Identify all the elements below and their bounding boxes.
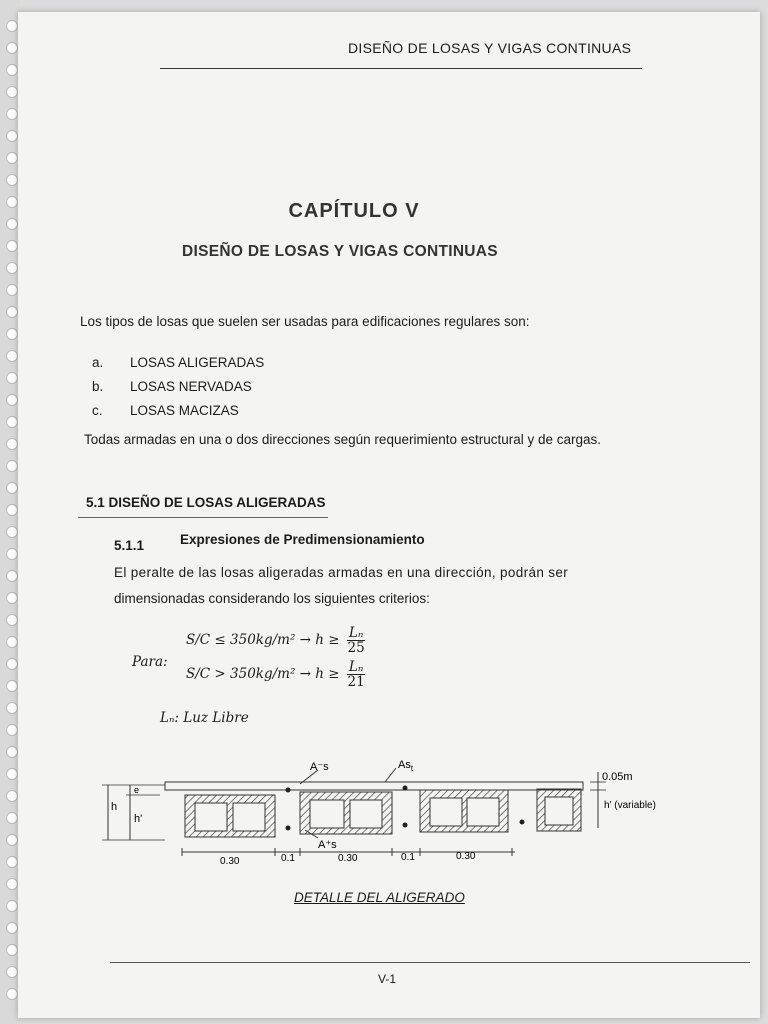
list-letter: a. bbox=[92, 355, 104, 370]
h-label: h bbox=[111, 801, 118, 813]
chapter-title-text: CAPÍTULO V bbox=[288, 200, 420, 222]
chapter-subtitle: DISEÑO DE LOSAS Y VIGAS CONTINUAS bbox=[182, 243, 498, 260]
formula-row-1 bbox=[186, 626, 365, 655]
fraction-1-num: Lₙ bbox=[348, 625, 364, 641]
e-label: e bbox=[134, 785, 140, 795]
chapter-title bbox=[0, 200, 768, 223]
formula-row-2 bbox=[186, 660, 365, 689]
binding-hole bbox=[6, 240, 18, 252]
binding-hole bbox=[6, 614, 18, 626]
fraction-2-num: Lₙ bbox=[348, 659, 364, 675]
running-header: DISEÑO DE LOSAS Y VIGAS CONTINUAS bbox=[348, 40, 632, 56]
binding-hole bbox=[6, 372, 18, 384]
binding-hole bbox=[6, 922, 18, 934]
binding-hole bbox=[6, 262, 18, 274]
dim-label: 0.30 bbox=[456, 851, 476, 862]
list-item bbox=[92, 355, 264, 379]
fraction-1-den: 25 bbox=[347, 640, 365, 656]
subsection-number: 5.1.1 bbox=[114, 538, 145, 553]
list-letter: b. bbox=[92, 379, 104, 394]
binding-hole bbox=[6, 504, 18, 516]
luz-libre-definition: Lₙ: Luz Libre bbox=[160, 710, 249, 726]
dim-label: 0.1 bbox=[281, 853, 295, 864]
h-prime-note: h' (variable) bbox=[604, 800, 656, 811]
dim-label: 0.30 bbox=[220, 856, 240, 867]
page-number: V-1 bbox=[378, 972, 397, 986]
rebar-bottom bbox=[286, 826, 291, 831]
criteria-line-1: El peralte de las losas aligeradas armadas en una dirección, podrán ser bbox=[114, 565, 569, 580]
binding-hole bbox=[6, 900, 18, 912]
binding-hole bbox=[6, 592, 18, 604]
binding-hole bbox=[6, 394, 18, 406]
binding-hole bbox=[6, 416, 18, 428]
rebar-top bbox=[286, 788, 291, 793]
list-label: LOSAS ALIGERADAS bbox=[130, 355, 265, 370]
binding-hole bbox=[6, 680, 18, 692]
aligerado-section-diagram bbox=[0, 740, 768, 880]
dim-label: 0.1 bbox=[401, 852, 415, 863]
fraction-2-den: 21 bbox=[347, 674, 365, 690]
binding-hole bbox=[6, 966, 18, 978]
rebar-bottom bbox=[520, 820, 525, 825]
formula-row-1-text: S/C ≤ 350kg/m² → h ≥ bbox=[186, 632, 340, 648]
fraction-1 bbox=[347, 626, 365, 655]
binding-hole bbox=[6, 130, 18, 142]
binding-hole bbox=[6, 174, 18, 186]
list-label: LOSAS NERVADAS bbox=[130, 379, 252, 394]
dim-label: 0.30 bbox=[338, 853, 358, 864]
slab-types-list bbox=[92, 355, 264, 427]
formula-para-label: Para: bbox=[132, 654, 168, 670]
binding-hole bbox=[6, 86, 18, 98]
note-paragraph: Todas armadas en una o dos direcciones según requerimiento estructural y de cargas. bbox=[84, 432, 602, 447]
header-rule bbox=[160, 68, 642, 69]
section-rule bbox=[78, 517, 328, 518]
binding-hole bbox=[6, 64, 18, 76]
binding-hole bbox=[6, 306, 18, 318]
binding-hole bbox=[6, 570, 18, 582]
binding-hole bbox=[6, 988, 18, 1000]
fraction-2 bbox=[347, 660, 365, 689]
brick-block bbox=[185, 795, 275, 837]
binding-hole bbox=[6, 636, 18, 648]
top-slab bbox=[165, 782, 583, 790]
binding-hole bbox=[6, 42, 18, 54]
rebar-top bbox=[403, 786, 408, 791]
binding-hole bbox=[6, 658, 18, 670]
list-letter: c. bbox=[92, 403, 103, 418]
binding-hole bbox=[6, 350, 18, 362]
binding-hole bbox=[6, 438, 18, 450]
binding-hole bbox=[6, 482, 18, 494]
brick-block bbox=[300, 792, 392, 834]
binding-hole bbox=[6, 460, 18, 472]
as-plus-label: A⁺s bbox=[318, 839, 337, 851]
brick-block bbox=[537, 789, 581, 831]
leader-line bbox=[385, 768, 396, 782]
binding-hole bbox=[6, 152, 18, 164]
criteria-line-2: dimensionadas considerando los siguientes criterios: bbox=[114, 591, 430, 606]
binding-hole bbox=[6, 526, 18, 538]
footer-rule bbox=[110, 962, 750, 963]
brick-block bbox=[420, 790, 508, 832]
binding-hole bbox=[6, 328, 18, 340]
binding-hole bbox=[6, 944, 18, 956]
list-item bbox=[92, 403, 264, 427]
binding-hole bbox=[6, 108, 18, 120]
section-heading: 5.1 DISEÑO DE LOSAS ALIGERADAS bbox=[86, 495, 326, 510]
subsection-title: Expresiones de Predimensionamiento bbox=[180, 532, 425, 547]
intro-paragraph: Los tipos de losas que suelen ser usadas para edificaciones regulares son: bbox=[80, 314, 530, 329]
formula-row-2-text: S/C > 350kg/m² → h ≥ bbox=[186, 666, 340, 682]
list-item bbox=[92, 379, 264, 403]
as-minus-label: A⁻s bbox=[310, 761, 329, 773]
figure-caption: DETALLE DEL ALIGERADO bbox=[294, 890, 465, 905]
top-thickness-label: 0.05m bbox=[602, 771, 633, 783]
rebar-bottom bbox=[403, 823, 408, 828]
binding-hole bbox=[6, 724, 18, 736]
list-label: LOSAS MACIZAS bbox=[130, 403, 239, 418]
binding-hole bbox=[6, 548, 18, 560]
binding-hole bbox=[6, 284, 18, 296]
binding-hole bbox=[6, 20, 18, 32]
binding-hole bbox=[6, 702, 18, 714]
h-prime-label: h' bbox=[134, 813, 143, 825]
as-t-label: $As_t$ bbox=[398, 759, 414, 773]
